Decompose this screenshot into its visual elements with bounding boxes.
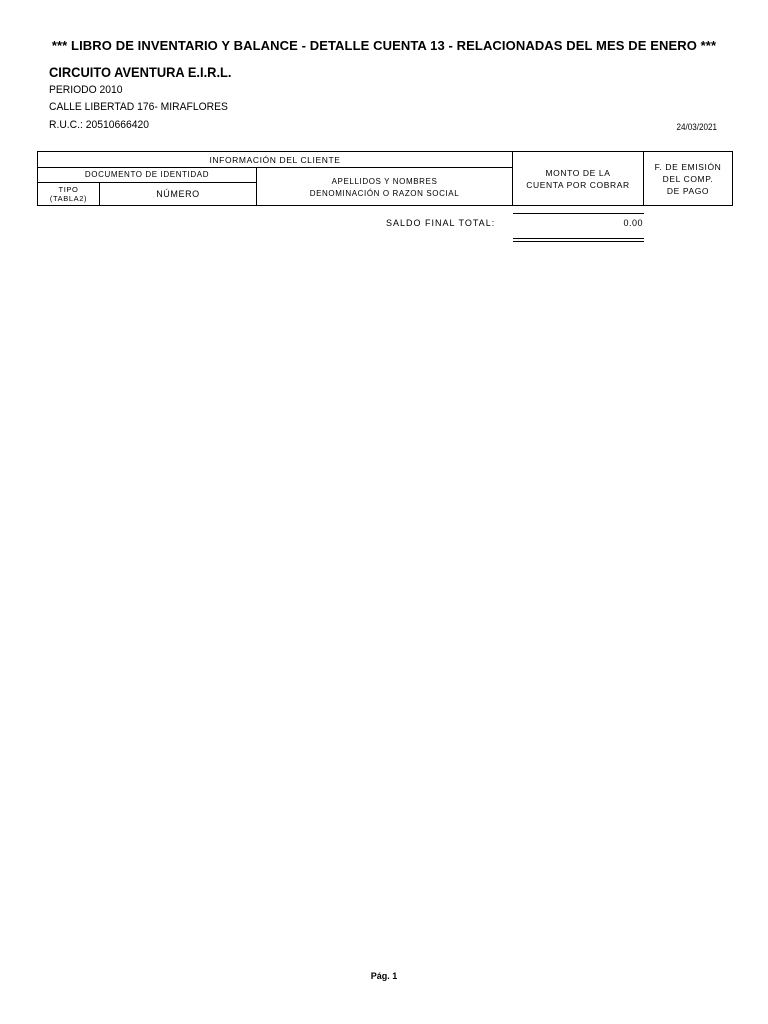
total-top-rule [513,213,644,214]
page-number: Pág. 1 [370,971,398,981]
client-detail-table-header [37,151,733,206]
header-emision-line2: DEL COMP. [662,173,714,184]
total-double-rule-1 [513,238,644,239]
header-apellidos-line2: DENOMINACIÓN O RAZON SOCIAL [309,188,460,198]
address-label: CALLE LIBERTAD 176- MIRAFLORES [49,101,228,113]
company-name: CIRCUITO AVENTURA E.I.R.L. [49,64,232,80]
header-monto-cuenta [513,152,644,206]
header-tipo-line2: (TABLA2) [49,194,88,203]
periodo-label: PERIODO 2010 [49,84,123,96]
header-tipo-line1: TIPO [58,185,79,194]
header-numero: NÚMERO [100,183,257,206]
header-informacion-cliente: INFORMACIÓN DEL CLIENTE [38,152,513,168]
header-apellidos-line1: APELLIDOS Y NOMBRES [331,176,438,186]
header-documento-identidad: DOCUMENTO DE IDENTIDAD [38,168,257,183]
header-emision-line3: DE PAGO [666,185,710,196]
header-monto-line2: CUENTA POR COBRAR [526,179,630,190]
total-double-rule-2 [513,241,644,242]
report-title: *** LIBRO DE INVENTARIO Y BALANCE - DETALLE CUENTA 13 - RELACIONADAS DEL MES DE ENERO *** [51,38,717,53]
header-emision-line1: F. DE EMISIÓN [654,161,722,172]
saldo-final-label: SALDO FINAL TOTAL: [386,218,496,228]
saldo-final-value: 0.00 [623,218,643,228]
report-date: 24/03/2021 [676,122,717,132]
header-tipo [38,183,100,206]
header-fecha-emision [644,152,733,206]
header-monto-line1: MONTO DE LA [545,167,611,178]
header-apellidos-nombres [257,168,513,206]
ruc-label: R.U.C.: 20510666420 [49,119,150,131]
